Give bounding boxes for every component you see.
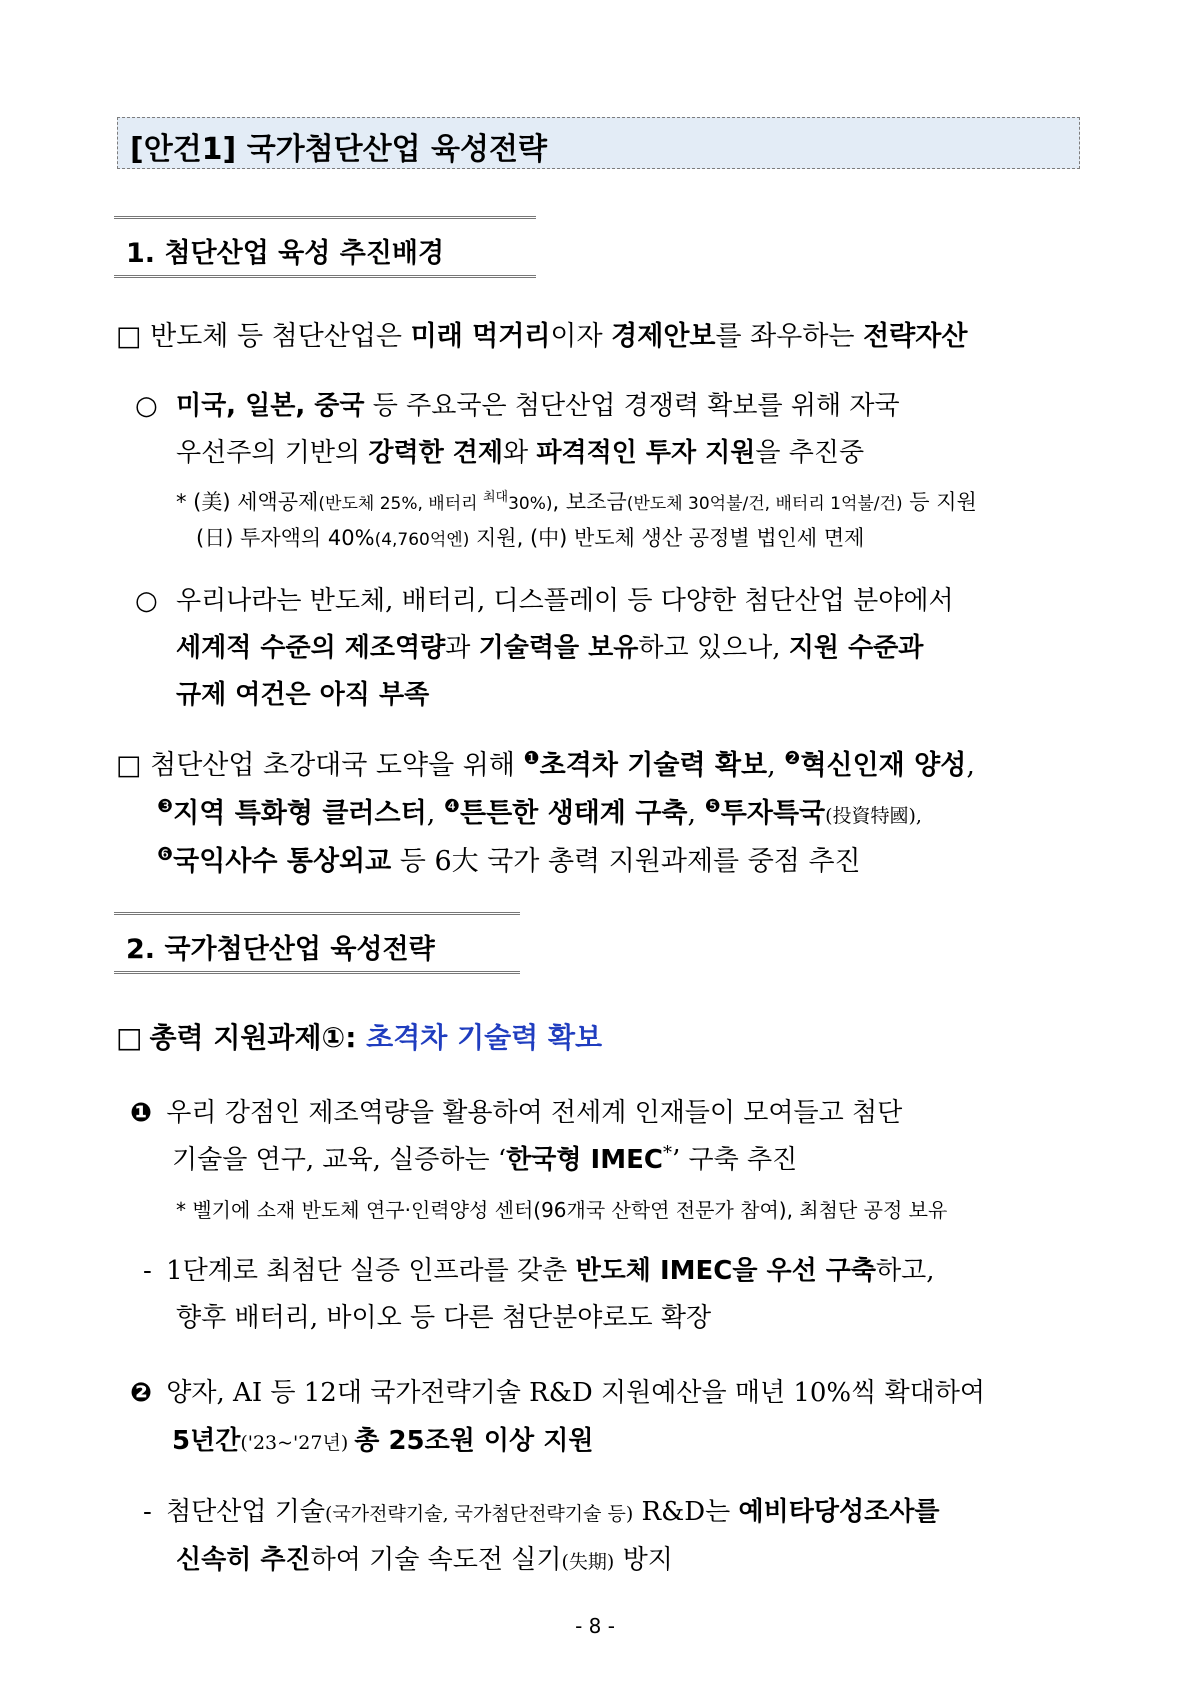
square-bullet-icon: □ <box>116 321 142 352</box>
section1-sub1-line2: 우선주의 기반의 강력한 견제와 파격적인 투자 지원을 추진중 <box>176 438 865 468</box>
number-5-icon: ❺ <box>704 796 721 817</box>
number-3-icon: ❸ <box>157 796 174 817</box>
section2-point2-line2: 5년간('23~'27년) 총 25조원 이상 지원 <box>172 1426 594 1456</box>
section1-item2-line3: $^❻$국익사수 통상외교 등 6大 국가 총력 지원과제를 중점 추진 <box>157 844 861 877</box>
dash-bullet: - <box>143 1256 152 1286</box>
section1-note1-line1: * (美) 세액공제(반도체 25%, 배터리 $^{최대}$30%), 보조금(반도체 30억불/건, 배터리 1억불/건) 등 지원 <box>176 490 977 514</box>
number-4-icon: ❹ <box>443 796 460 817</box>
section2-dash1-line2: 향후 배터리, 바이오 등 다른 첨단분야로도 확장 <box>176 1303 712 1333</box>
section1-heading: 1. 첨단산업 육성 추진배경 <box>126 238 445 269</box>
number-2-icon: ❷ <box>130 1378 153 1408</box>
section1-note1-line2: (日) 투자액의 40%(4,760억엔) 지원, (中) 반도체 생산 공정별 법인세 면제 <box>196 526 865 550</box>
section2-point1-line2: 기술을 연구, 교육, 실증하는 ‘한국형 IMEC*’ 구축 추진 <box>172 1142 798 1175</box>
section1-heading-box <box>114 216 536 278</box>
section1-sub1-line1: ○ 미국, 일본, 중국 등 주요국은 첨단산업 경쟁력 확보를 위해 자국 <box>135 391 900 421</box>
number-1-icon: ❶ <box>523 748 540 769</box>
number-6-icon: ❻ <box>157 844 174 865</box>
number-2-icon: ❷ <box>784 748 801 769</box>
square-bullet-icon: □ <box>116 1021 143 1054</box>
page-number: - 8 - <box>575 1614 615 1638</box>
number-1-icon: ❶ <box>130 1098 153 1128</box>
section2-heading: 2. 국가첨단산업 육성전략 <box>126 934 435 965</box>
section1-item2-line2: $^❸$지역 특화형 클러스터, $^❹$튼튼한 생태계 구축, $^❺$투자특국(投資特國), <box>157 796 922 829</box>
section1-sub2-line2: 세계적 수준의 제조역량과 기술력을 보유하고 있으나, 지원 수준과 <box>176 633 924 663</box>
section2-point1-line1: ❶ 우리 강점인 제조역량을 활용하여 전세계 인재들이 모여들고 첨단 <box>130 1098 903 1128</box>
section1-sub2-line3: 규제 여건은 아직 부족 <box>176 680 430 710</box>
section2-point2-line1: ❷ 양자, AI 등 12대 국가전략기술 R&D 지원예산을 매년 10%씩 확대하여 <box>130 1378 985 1408</box>
circle-bullet-icon: ○ <box>135 391 158 421</box>
section1-sub2-line1: ○ 우리나라는 반도체, 배터리, 디스플레이 등 다양한 첨단산업 분야에서 <box>135 586 954 616</box>
circle-bullet-icon: ○ <box>135 586 158 616</box>
section2-dash2-line2: 신속히 추진하여 기술 속도전 실기(失期) 방지 <box>176 1545 673 1575</box>
section1-item1: □ 반도체 등 첨단산업은 미래 먹거리이자 경제안보를 좌우하는 전략자산 <box>116 321 968 352</box>
section1-item2-line1: □ 첨단산업 초강대국 도약을 위해 $^❶$초격차 기술력 확보, $^❷$혁신인재 양성, <box>116 748 975 781</box>
section2-note2: * 벨기에 소재 반도체 연구·인력양성 센터(96개국 산학연 전문가 참여), 최첨단 공정 보유 <box>176 1198 948 1222</box>
section2-dash1-line1: - 1단계로 최첨단 실증 인프라를 갖춘 반도체 IMEC을 우선 구축하고, <box>143 1256 935 1286</box>
dash-bullet: - <box>143 1497 152 1527</box>
agenda-title-box <box>117 117 1080 169</box>
agenda-title: [안건1] 국가첨단산업 육성전략 <box>130 132 547 167</box>
section2-heading-box <box>114 912 520 974</box>
section2-task: □ 총력 지원과제①: 초격차 기술력 확보 <box>116 1021 603 1054</box>
section2-dash2-line1: - 첨단산업 기술(국가전략기술, 국가첨단전략기술 등) R&D는 예비타당성조사를 <box>143 1497 940 1527</box>
square-bullet-icon: □ <box>116 750 142 781</box>
